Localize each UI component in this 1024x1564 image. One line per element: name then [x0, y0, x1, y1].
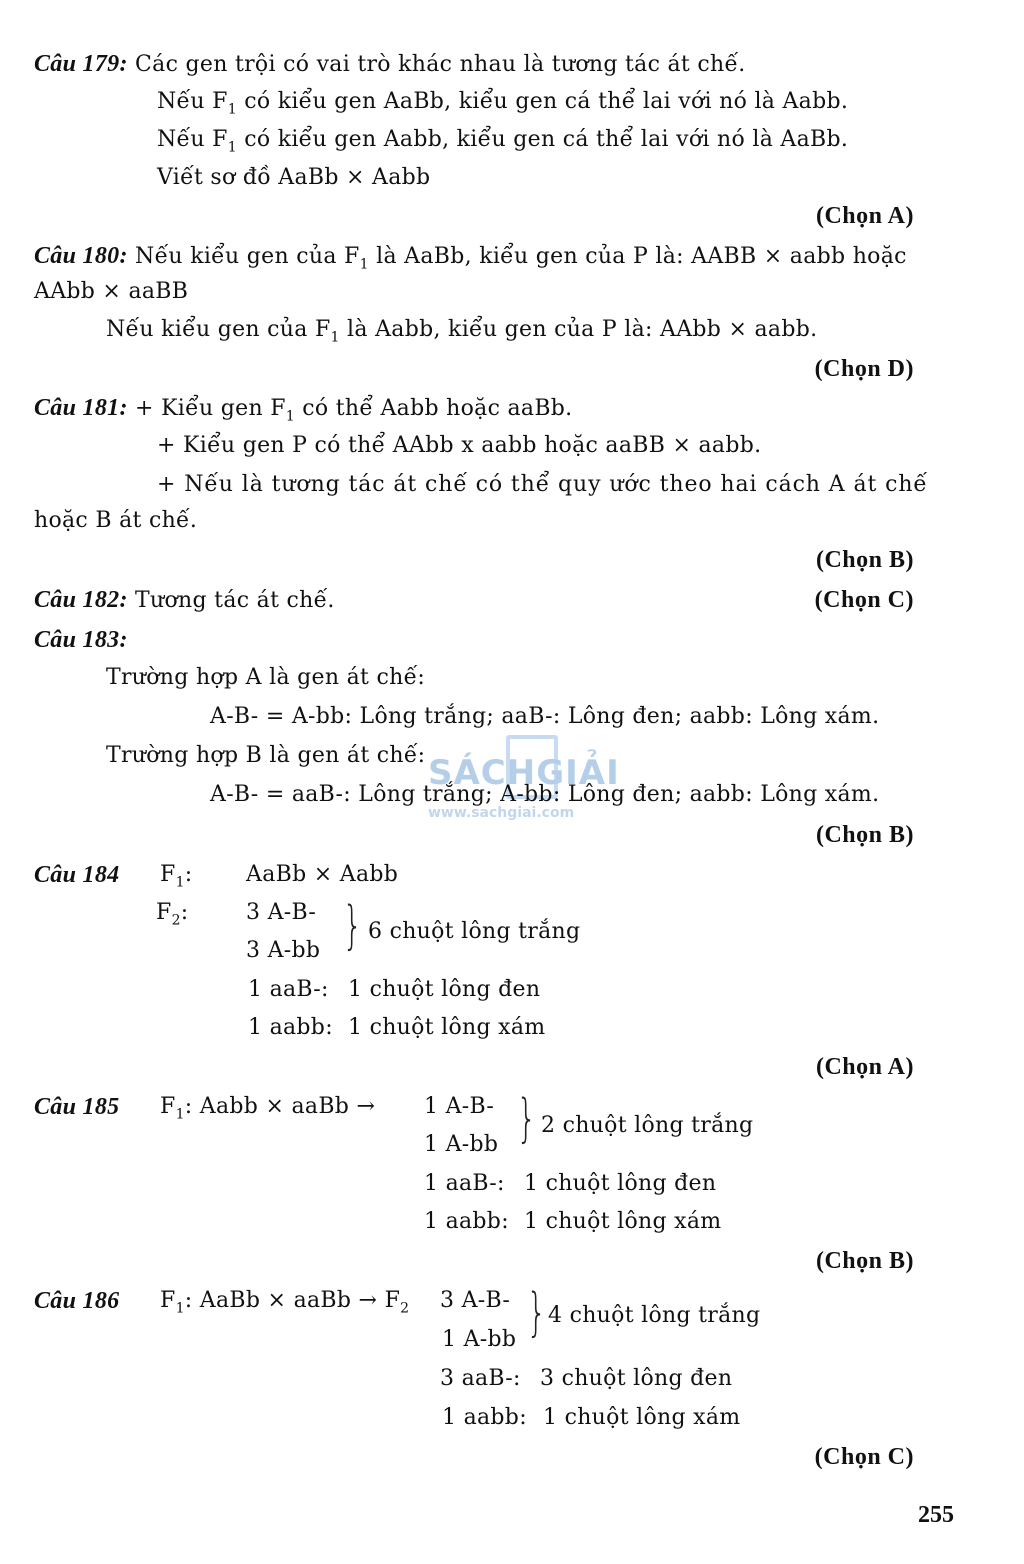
q183-label-line	[34, 626, 128, 655]
q184-brace-icon: }	[342, 896, 363, 956]
q186-row1: 3 A-B-	[440, 1288, 511, 1313]
q186-label: Câu 186	[34, 1288, 120, 1314]
q179-line2	[157, 88, 848, 123]
q183-line1: Trường hợp A là gen át chế:	[106, 665, 426, 690]
q185-label-line	[34, 1093, 119, 1122]
q179-line3	[157, 126, 848, 161]
q179-line1	[34, 50, 746, 79]
q180-l3-text: Nếu kiểu gen của F	[106, 317, 331, 342]
q186-group: 4 chuột lông trắng	[548, 1303, 761, 1328]
q179-text1: Các gen trội có vai trò khác nhau là tương tác át chế.	[135, 52, 746, 77]
q186-answer: (Chọn C)	[814, 1444, 914, 1470]
q184-f2-colon: :	[180, 900, 189, 925]
q181-label: Câu 181:	[34, 395, 128, 421]
q181-l1-text: + Kiểu gen F	[135, 396, 286, 421]
q185-answer: (Chọn B)	[815, 1248, 914, 1274]
q182-label: Câu 182:	[34, 587, 128, 613]
q179-l3-rest: có kiểu gen Aabb, kiểu gen cá thể lai với nó là AaBb.	[236, 127, 849, 152]
q185-group: 2 chuột lông trắng	[541, 1113, 754, 1138]
q181-l1-sub: 1	[285, 408, 295, 425]
q179-l2-text: Nếu F	[157, 89, 228, 114]
q186-brace-icon: }	[526, 1283, 547, 1343]
q181-answer: (Chọn B)	[815, 547, 914, 573]
q185-row3-phenotype: 1 chuột lông đen	[524, 1171, 717, 1196]
q184-label: Câu 184	[34, 862, 120, 888]
q184-f2	[156, 899, 189, 934]
q181-line2: + Kiểu gen P có thể AAbb x aabb hoặc aaBB × aabb.	[157, 433, 762, 458]
watermark-url: www.sachgiai.com	[428, 805, 575, 821]
q185-row1: 1 A-B-	[424, 1094, 495, 1119]
q180-l3-rest: là Aabb, kiểu gen của P là: AAbb × aabb.	[339, 317, 818, 342]
q185-cross	[160, 1093, 375, 1128]
q185-f1-sub: 1	[175, 1106, 185, 1123]
q185-brace-icon: }	[516, 1089, 537, 1149]
q184-label-line	[34, 861, 119, 890]
watermark-brand: SÁCHGIẢI	[428, 753, 620, 793]
q185-label: Câu 185	[34, 1094, 120, 1120]
q186-f1-sub: 1	[175, 1300, 185, 1317]
q186-cross	[160, 1287, 409, 1322]
q185-row4-genotype: 1 aabb:	[424, 1209, 509, 1234]
q179-answer: (Chọn A)	[815, 203, 914, 229]
q182-text: Tương tác át chế.	[135, 588, 335, 613]
q183-line2: A-B- = A-bb: Lông trắng; aaB-: Lông đen; aabb: Lông xám.	[210, 704, 880, 729]
q181-line3: + Nếu là tương tác át chế có thể quy ước theo hai cách A át chế	[157, 472, 928, 497]
q184-row3-phenotype: 1 chuột lông đen	[348, 977, 541, 1002]
q184-row1: 3 A-B-	[246, 900, 317, 925]
q179-l2-sub: 1	[227, 101, 237, 118]
q183-label: Câu 183:	[34, 627, 128, 653]
q185-row4-phenotype: 1 chuột lông xám	[524, 1209, 722, 1234]
q186-label-line	[34, 1287, 119, 1316]
q184-row3-genotype: 1 aaB-:	[248, 977, 329, 1002]
q184-f1-colon: :	[184, 862, 193, 887]
q180-line1	[34, 242, 907, 278]
q184-f1-sub: 1	[175, 874, 185, 891]
q185-row3-genotype: 1 aaB-:	[424, 1171, 505, 1196]
q180-line2: AAbb × aaBB	[34, 279, 189, 304]
q186-row3-genotype: 3 aaB-:	[440, 1366, 521, 1391]
q186-row4-genotype: 1 aabb:	[442, 1405, 527, 1430]
q186-f2-sub: 2	[400, 1300, 410, 1317]
q183-line3: Trường hợp B là gen át chế:	[106, 743, 426, 768]
q184-group: 6 chuột lông trắng	[368, 919, 581, 944]
q180-line3	[106, 316, 817, 351]
q186-row2: 1 A-bb	[442, 1327, 517, 1352]
q182-answer: (Chọn C)	[814, 587, 914, 613]
q184-f1	[160, 861, 193, 896]
q179-l3-text: Nếu F	[157, 127, 228, 152]
q185-cross-text: : Aabb × aaBb →	[184, 1094, 376, 1119]
q179-label: Câu 179:	[34, 51, 128, 77]
q179-l2-rest: có kiểu gen AaBb, kiểu gen cá thể lai với nó là Aabb.	[236, 89, 849, 114]
q180-l1-sub: 1	[359, 256, 369, 273]
q181-line1	[34, 394, 572, 430]
q186-row3-phenotype: 3 chuột lông đen	[540, 1366, 733, 1391]
q185-f1-text: F	[160, 1094, 176, 1119]
q180-l3-sub: 1	[330, 329, 340, 346]
q186-f1-text: F	[160, 1288, 176, 1313]
q183-answer: (Chọn B)	[815, 822, 914, 848]
q183-line4: A-B- = aaB-: Lông trắng; A-bb: Lông đen; aabb: Lông xám.	[210, 782, 880, 807]
q179-l3-sub: 1	[227, 139, 237, 156]
page-number: 255	[918, 1502, 954, 1528]
q181-line4: hoặc B át chế.	[34, 508, 198, 533]
q181-l1-rest: có thể Aabb hoặc aaBb.	[295, 396, 573, 421]
q180-label: Câu 180:	[34, 243, 128, 269]
q184-row4-genotype: 1 aabb:	[248, 1015, 333, 1040]
q184-f2-sub: 2	[171, 912, 181, 929]
q180-l1-rest: là AaBb, kiểu gen của P là: AABB × aabb hoặc	[368, 244, 907, 269]
q180-answer: (Chọn D)	[814, 356, 914, 382]
q180-l1-text: Nếu kiểu gen của F	[135, 244, 360, 269]
q184-row4-phenotype: 1 chuột lông xám	[348, 1015, 546, 1040]
q179-line4: Viết sơ đồ AaBb × Aabb	[157, 165, 431, 190]
q185-row2: 1 A-bb	[424, 1132, 499, 1157]
q184-row2: 3 A-bb	[246, 938, 321, 963]
q186-row4-phenotype: 1 chuột lông xám	[543, 1405, 741, 1430]
q186-cross-text: : AaBb × aaBb → F	[184, 1288, 401, 1313]
q184-f2-text: F	[156, 900, 172, 925]
q184-f1-text: F	[160, 862, 176, 887]
q184-cross: AaBb × Aabb	[246, 862, 399, 887]
q184-answer: (Chọn A)	[815, 1054, 914, 1080]
q182-line1	[34, 586, 335, 615]
